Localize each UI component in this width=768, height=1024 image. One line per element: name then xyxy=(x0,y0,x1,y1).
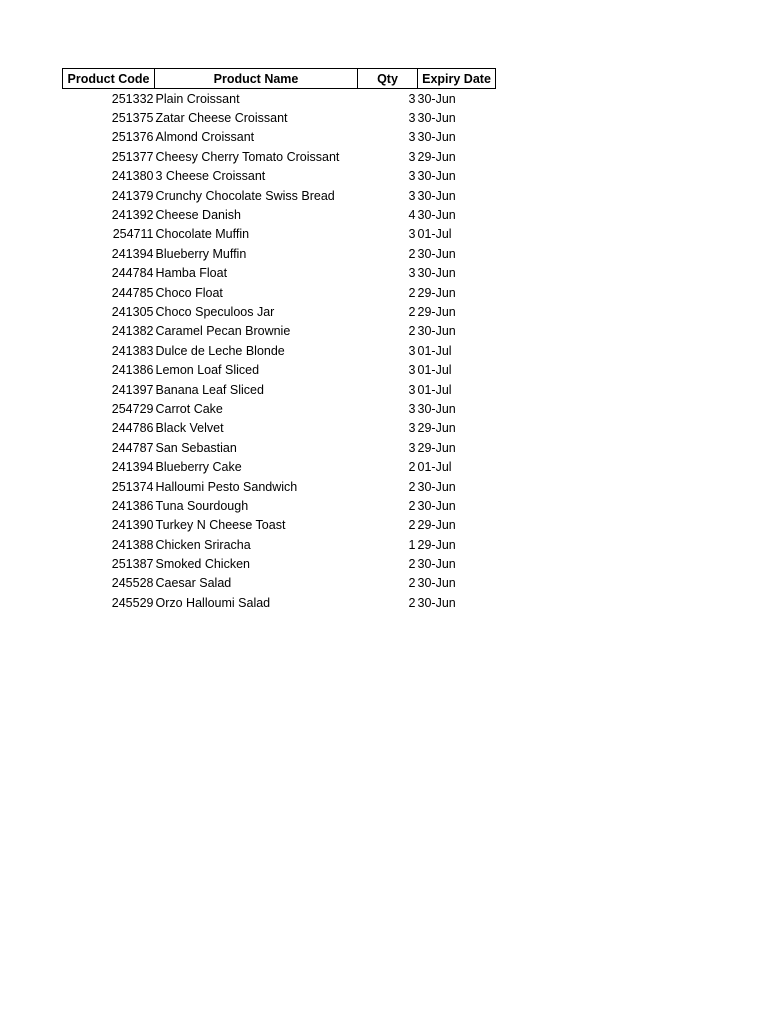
cell-product-code: 241386 xyxy=(111,363,154,378)
cell-expiry-date: 01-Jul xyxy=(417,363,452,378)
cell-product-name: Turkey N Cheese Toast xyxy=(155,518,286,533)
cell-expiry-date: 30-Jun xyxy=(417,169,456,184)
cell-product-code: 244786 xyxy=(111,421,154,436)
table-row xyxy=(63,496,496,515)
cell-expiry-date: 01-Jul xyxy=(417,343,452,358)
cell-expiry-date: 29-Jun xyxy=(417,537,456,552)
cell-expiry-date: 29-Jun xyxy=(417,518,456,533)
table-row xyxy=(63,419,496,438)
cell-product-name: Caramel Pecan Brownie xyxy=(155,324,291,339)
cell-expiry-date: 29-Jun xyxy=(417,304,456,319)
table-row xyxy=(63,535,496,554)
header-qty: Qty xyxy=(358,69,418,89)
cell-product-code: 241392 xyxy=(111,208,154,223)
table-row xyxy=(63,457,496,476)
cell-qty: 2 xyxy=(408,246,416,261)
cell-expiry-date: 29-Jun xyxy=(417,149,456,164)
cell-expiry-date: 30-Jun xyxy=(417,266,456,281)
cell-qty: 2 xyxy=(408,479,416,494)
cell-product-name: Blueberry Muffin xyxy=(155,246,247,261)
cell-qty: 3 xyxy=(408,266,416,281)
cell-expiry-date: 01-Jul xyxy=(417,460,452,475)
cell-expiry-date: 01-Jul xyxy=(417,227,452,242)
cell-product-name: Plain Croissant xyxy=(155,91,240,106)
table-row xyxy=(63,244,496,263)
cell-expiry-date: 30-Jun xyxy=(417,246,456,261)
table-row xyxy=(63,438,496,457)
cell-product-code: 241388 xyxy=(111,537,154,552)
table-row xyxy=(63,205,496,224)
header-row xyxy=(63,69,496,89)
cell-product-name: Choco Speculoos Jar xyxy=(155,304,275,319)
cell-product-code: 251375 xyxy=(111,111,154,126)
product-expiry-table xyxy=(62,68,496,613)
cell-expiry-date: 30-Jun xyxy=(417,188,456,203)
cell-qty: 3 xyxy=(408,227,416,242)
cell-product-code: 241383 xyxy=(111,343,154,358)
cell-product-name: Banana Leaf Sliced xyxy=(155,382,264,397)
cell-product-name: Cheese Danish xyxy=(155,208,241,223)
cell-product-code: 241390 xyxy=(111,518,154,533)
table-header xyxy=(63,69,496,89)
cell-product-code: 245528 xyxy=(111,576,154,591)
cell-qty: 2 xyxy=(408,557,416,572)
cell-product-name: Chicken Sriracha xyxy=(155,537,251,552)
cell-product-name: Zatar Cheese Croissant xyxy=(155,111,288,126)
cell-expiry-date: 30-Jun xyxy=(417,498,456,513)
cell-product-code: 251332 xyxy=(111,91,154,106)
cell-product-name: Smoked Chicken xyxy=(155,557,250,572)
cell-qty: 2 xyxy=(408,285,416,300)
cell-qty: 3 xyxy=(408,421,416,436)
cell-product-name: San Sebastian xyxy=(155,440,237,455)
cell-qty: 3 xyxy=(408,169,416,184)
cell-product-code: 254729 xyxy=(111,401,154,416)
cell-product-name: Hamba Float xyxy=(155,266,228,281)
cell-product-name: Blueberry Cake xyxy=(155,460,242,475)
header-expiry-date: Expiry Date xyxy=(418,69,496,89)
table-row xyxy=(63,128,496,147)
table-body xyxy=(63,89,496,613)
cell-product-code: 241379 xyxy=(111,188,154,203)
table-row xyxy=(63,322,496,341)
table-row xyxy=(63,147,496,166)
table-row xyxy=(63,554,496,573)
cell-product-name: Crunchy Chocolate Swiss Bread xyxy=(155,188,335,203)
cell-product-name: Orzo Halloumi Salad xyxy=(155,595,271,610)
cell-product-code: 241305 xyxy=(111,304,154,319)
cell-product-name: Carrot Cake xyxy=(155,401,223,416)
cell-product-code: 251377 xyxy=(111,149,154,164)
cell-product-code: 241380 xyxy=(111,169,154,184)
spreadsheet-page xyxy=(62,68,496,613)
table-row xyxy=(63,167,496,186)
cell-expiry-date: 30-Jun xyxy=(417,208,456,223)
cell-product-name: 3 Cheese Croissant xyxy=(155,169,266,184)
cell-product-name: Lemon Loaf Sliced xyxy=(155,363,260,378)
cell-product-code: 241394 xyxy=(111,246,154,261)
cell-product-name: Choco Float xyxy=(155,285,223,300)
cell-qty: 3 xyxy=(408,363,416,378)
cell-qty: 3 xyxy=(408,440,416,455)
cell-expiry-date: 30-Jun xyxy=(417,111,456,126)
cell-qty: 3 xyxy=(408,111,416,126)
cell-expiry-date: 30-Jun xyxy=(417,576,456,591)
header-product-code: Product Code xyxy=(63,69,155,89)
cell-qty: 3 xyxy=(408,382,416,397)
header-product-name: Product Name xyxy=(155,69,358,89)
cell-qty: 2 xyxy=(408,460,416,475)
table-row xyxy=(63,225,496,244)
cell-expiry-date: 30-Jun xyxy=(417,401,456,416)
table-row xyxy=(63,360,496,379)
cell-expiry-date: 30-Jun xyxy=(417,595,456,610)
cell-qty: 3 xyxy=(408,130,416,145)
cell-product-code: 241394 xyxy=(111,460,154,475)
cell-expiry-date: 30-Jun xyxy=(417,479,456,494)
table-row xyxy=(63,516,496,535)
cell-product-name: Chocolate Muffin xyxy=(155,227,250,242)
cell-qty: 3 xyxy=(408,188,416,203)
cell-product-code: 244785 xyxy=(111,285,154,300)
cell-product-code: 244787 xyxy=(111,440,154,455)
cell-qty: 2 xyxy=(408,518,416,533)
cell-expiry-date: 30-Jun xyxy=(417,324,456,339)
cell-product-code: 254711 xyxy=(112,227,154,242)
cell-product-code: 241397 xyxy=(111,382,154,397)
table-row xyxy=(63,108,496,127)
cell-product-name: Caesar Salad xyxy=(155,576,232,591)
table-row xyxy=(63,186,496,205)
cell-qty: 1 xyxy=(408,537,416,552)
cell-product-name: Almond Croissant xyxy=(155,130,255,145)
cell-expiry-date: 30-Jun xyxy=(417,91,456,106)
cell-qty: 3 xyxy=(408,343,416,358)
cell-product-code: 251387 xyxy=(111,557,154,572)
table-row xyxy=(63,283,496,302)
cell-qty: 2 xyxy=(408,595,416,610)
cell-qty: 4 xyxy=(408,208,416,223)
cell-product-code: 251376 xyxy=(111,130,154,145)
cell-product-code: 251374 xyxy=(111,479,154,494)
cell-expiry-date: 30-Jun xyxy=(417,557,456,572)
cell-product-code: 245529 xyxy=(111,595,154,610)
cell-qty: 3 xyxy=(408,91,416,106)
cell-product-code: 241386 xyxy=(111,498,154,513)
cell-expiry-date: 29-Jun xyxy=(417,285,456,300)
cell-qty: 3 xyxy=(408,149,416,164)
table-row xyxy=(63,302,496,321)
cell-qty: 3 xyxy=(408,401,416,416)
cell-expiry-date: 29-Jun xyxy=(417,421,456,436)
cell-qty: 2 xyxy=(408,304,416,319)
cell-product-name: Dulce de Leche Blonde xyxy=(155,343,285,358)
cell-product-name: Tuna Sourdough xyxy=(155,498,249,513)
table-row xyxy=(63,341,496,360)
table-row xyxy=(63,399,496,418)
table-row xyxy=(63,574,496,593)
cell-product-name: Cheesy Cherry Tomato Croissant xyxy=(155,149,340,164)
cell-product-name: Halloumi Pesto Sandwich xyxy=(155,479,298,494)
cell-expiry-date: 01-Jul xyxy=(417,382,452,397)
cell-qty: 2 xyxy=(408,576,416,591)
cell-qty: 2 xyxy=(408,324,416,339)
cell-product-code: 244784 xyxy=(111,266,154,281)
cell-qty: 2 xyxy=(408,498,416,513)
table-row xyxy=(63,593,496,612)
cell-product-name: Black Velvet xyxy=(155,421,224,436)
table-row xyxy=(63,477,496,496)
table-row xyxy=(63,89,496,109)
cell-product-code: 241382 xyxy=(111,324,154,339)
cell-expiry-date: 29-Jun xyxy=(417,440,456,455)
table-row xyxy=(63,264,496,283)
cell-expiry-date: 30-Jun xyxy=(417,130,456,145)
table-row xyxy=(63,380,496,399)
